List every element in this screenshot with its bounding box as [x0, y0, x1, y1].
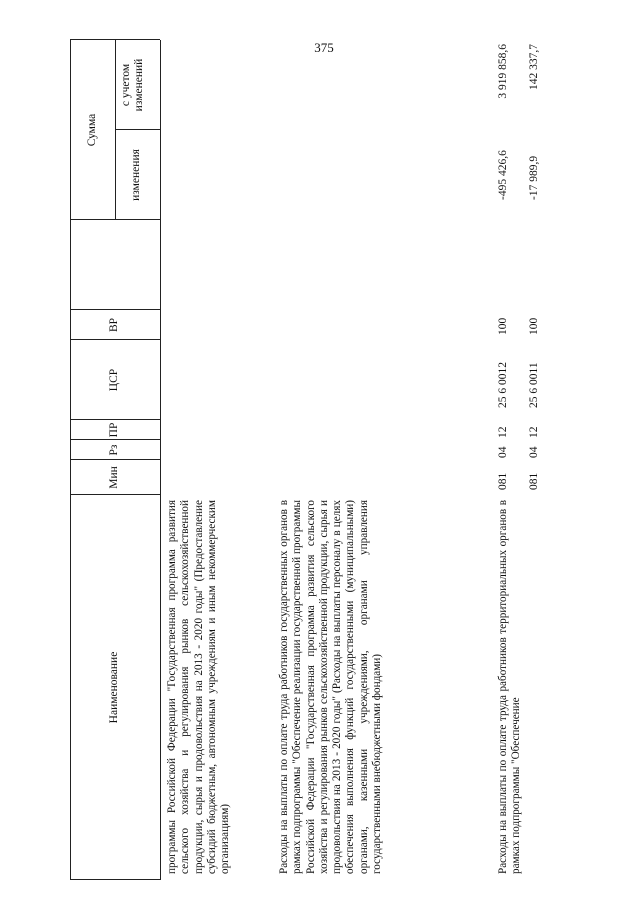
header-sum: Сумма — [86, 113, 98, 147]
row-pr: 12 — [497, 426, 509, 438]
header-name: Наименование — [108, 651, 120, 724]
row-change: -495 426,6 — [497, 150, 509, 200]
col-divider — [70, 39, 160, 40]
row-csr: 25 6 0011 — [528, 362, 540, 408]
header-changes: изменения — [130, 149, 142, 201]
row-rz: 04 — [497, 446, 509, 458]
sum-subheader-border — [115, 40, 116, 220]
row-name: программы Российской Федерации "Государственная программа развития сельского хозяйства и регулирования рынков сельскохозяйственной продукции, сырья и продовольствия на 2013 - 2020 годы" (Предоставление субсидий бюджетным, автономным учреждениям и иным некоммерческим организациям) — [166, 500, 232, 874]
row-rz: 04 — [528, 446, 540, 458]
header-min: Мин — [108, 466, 120, 489]
budget-table — [70, 40, 540, 880]
row-csr: 25 6 0012 — [497, 362, 509, 408]
header-top-border — [70, 40, 71, 880]
header-with-changes: с учетом изменений — [120, 58, 145, 112]
row-total: 142 337,7 — [528, 44, 540, 90]
row-total: 3 919 858,6 — [497, 44, 509, 99]
col-divider — [70, 219, 160, 220]
row-min: 081 — [528, 472, 540, 490]
header-rz: Рз — [108, 444, 120, 456]
header-bottom-border — [160, 40, 161, 880]
header-pr: ПР — [108, 422, 120, 438]
row-name: Расходы на выплаты по оплате труда работников территориальных органов в рамках подпрограммы "Обеспечение — [497, 500, 523, 874]
header-vr: ВР — [108, 317, 120, 333]
row-pr: 12 — [528, 426, 540, 438]
header-csr: ЦСР — [108, 368, 120, 392]
page-number: 375 — [314, 40, 334, 55]
row-min: 081 — [497, 472, 509, 490]
row-name: Расходы на выплаты по оплате труда работников государственных органов в рамках подпрограммы "Обеспечение реализации государственной программы Российской Федерации "Государственная программа развития сельского хозяйства и регулирования рынков сельскохозяйственной продукции, сырья и продовольствия на 2013 - 2020 годы" (Расходы на выплаты персоналу в целях обеспечения выполнения функций государственными (муниципальными) органами, казенными учреждениями, органами управления государственными внебюджетными фондами) — [278, 500, 384, 874]
row-vr: 100 — [497, 317, 509, 335]
row-vr: 100 — [528, 317, 540, 335]
row-change: -17 989,9 — [528, 155, 540, 200]
